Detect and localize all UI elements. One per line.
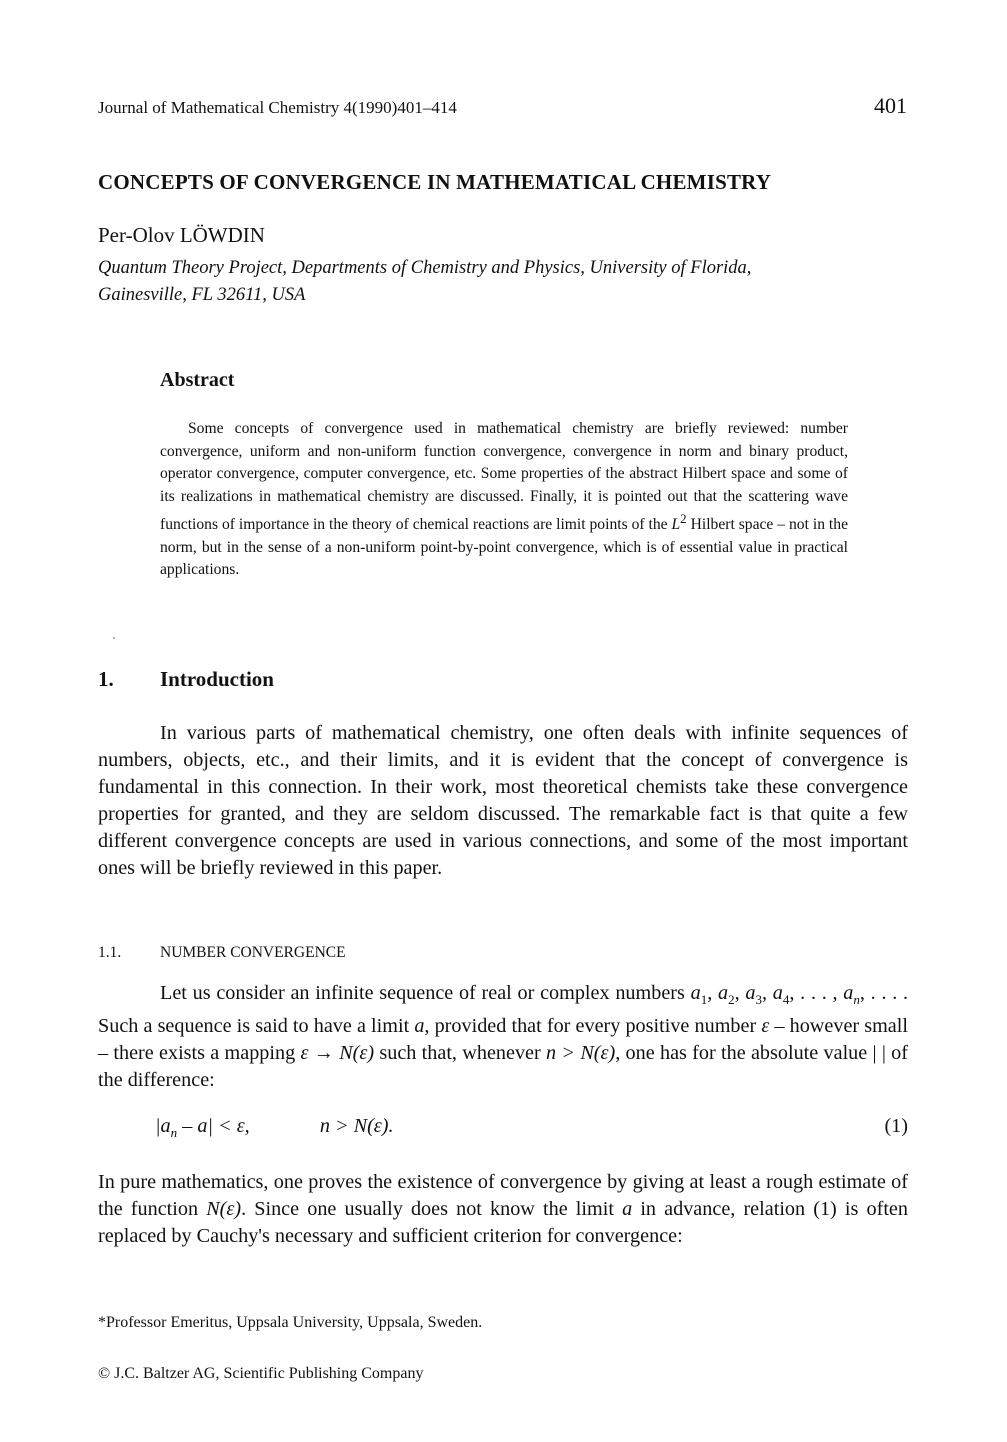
intro-text: In various parts of mathematical chemistry, one often deals with infinite sequences of numbers, objects, etc., and their limits, and it is evident that the concept of convergence is fundamental in this connection. In their work, most theoretical chemists take these convergence properties for granted, and they are seldom discussed. The remarkable fact is that quite a few different convergence concepts are used in various connections, and some of the most important ones will be briefly reviewed in this paper. (98, 722, 908, 879)
copyright-notice: © J.C. Baltzer AG, Scientific Publishing Company (98, 1365, 424, 1382)
abstract-part-1: Some concepts of convergence used in mathematical chemistry are briefly reviewed: number convergence, uniform and non-uniform function convergence, convergence in norm and binary product, operator convergence, computer convergence, etc. Some properties of the abstract Hilbert space and some of its realizations in mathematical chemistry are discussed. Finally, it is pointed out that the scattering wave functions of importance in the theory of chemical reactions are limit points of the (160, 420, 848, 534)
paper-title: CONCEPTS OF CONVERGENCE IN MATHEMATICAL CHEMISTRY (98, 170, 772, 194)
seq-sub-3: 3 (755, 992, 762, 1008)
intro-paragraph (98, 720, 908, 882)
equation-number: (1) (884, 1115, 908, 1137)
section-number: 1. (98, 667, 114, 691)
after-equation-paragraph (98, 1169, 908, 1250)
seq-a2: a (717, 982, 729, 1004)
nc-text-4: such that, whenever (374, 1042, 547, 1065)
after-text-1: In pure mathematics, one proves the existence of convergence by giving at least a rough estimate of the function (98, 1171, 908, 1220)
affiliation-line-2: Gainesville, FL 32611, USA (98, 285, 306, 305)
seq-a3: a (745, 982, 756, 1004)
seq-a1: a (690, 982, 701, 1004)
abstract-symbol: L (671, 516, 681, 534)
after-func: N(ε) (206, 1198, 242, 1220)
seq-comma-3: , (761, 982, 773, 1004)
subsection-number: 1.1. (98, 944, 122, 961)
seq-an: a (843, 982, 854, 1004)
equation-1 (155, 1115, 908, 1141)
eq-rhs: n > N(ε). (319, 1115, 394, 1137)
page-number: 401 (874, 93, 907, 118)
author-affiliation (98, 255, 751, 309)
seq-comma-2: , (734, 982, 746, 1004)
author-name: Per-Olov LÖWDIN (98, 223, 265, 247)
journal-citation: Journal of Mathematical Chemistry 4(1990)401–414 (98, 98, 457, 117)
eq-lhs-open: |a (155, 1115, 171, 1137)
scan-speck (113, 637, 115, 639)
nc-dots-end: , . . . . Such a sequence is said to have a limit (98, 982, 909, 1038)
nc-text-1: Let us consider an infinite sequence of real or complex numbers (160, 982, 691, 1004)
footnote: *Professor Emeritus, Uppsala University, Uppsala, Sweden. (98, 1314, 483, 1331)
abstract-text (160, 418, 848, 582)
eq-lhs-rest: – a| < ε, (177, 1115, 250, 1137)
epsilon-symbol: ε (761, 1015, 770, 1038)
seq-sub-n: n (853, 992, 860, 1008)
number-convergence-paragraph (98, 980, 908, 1094)
seq-dots: . . . , (800, 982, 844, 1004)
seq-sub-4: 4 (782, 992, 790, 1008)
abstract-part-2: Hilbert space – not in the norm, but in the sense of a non-uniform point-by-point convergence, which is of essential value in practical applications. (160, 516, 848, 579)
seq-a4: a (772, 982, 783, 1004)
seq-sub-1: 1 (700, 992, 708, 1008)
abstract-sup: 2 (680, 511, 687, 526)
nc-text-3: – however small – there exists a mapping (98, 1015, 908, 1065)
after-a: a (622, 1198, 633, 1220)
nc-text-2: , provided that for every positive number (424, 1015, 762, 1038)
after-text-2: . Since one usually does not know the limit (241, 1198, 623, 1220)
affiliation-line-1: Quantum Theory Project, Departments of Chemistry and Physics, University of Florida, (98, 258, 752, 278)
seq-comma-1: , (707, 982, 718, 1004)
mapping-expr: ε → N(ε) (300, 1042, 375, 1065)
nc-text-5: , one has for the absolute value | | of the difference: (98, 1042, 909, 1092)
section-title: Introduction (160, 667, 274, 691)
eq-lhs-sub: n (170, 1125, 178, 1141)
condition-expr: n > N(ε) (546, 1042, 616, 1065)
abstract-heading: Abstract (160, 369, 235, 391)
subsection-title: NUMBER CONVERGENCE (160, 944, 346, 961)
seq-comma-4: , (789, 982, 801, 1004)
limit-var: a (414, 1015, 425, 1038)
seq-sub-2: 2 (728, 992, 735, 1008)
after-text-3: in advance, relation (1) is often replaced by Cauchy's necessary and sufficient criterion for convergence: (98, 1198, 908, 1247)
